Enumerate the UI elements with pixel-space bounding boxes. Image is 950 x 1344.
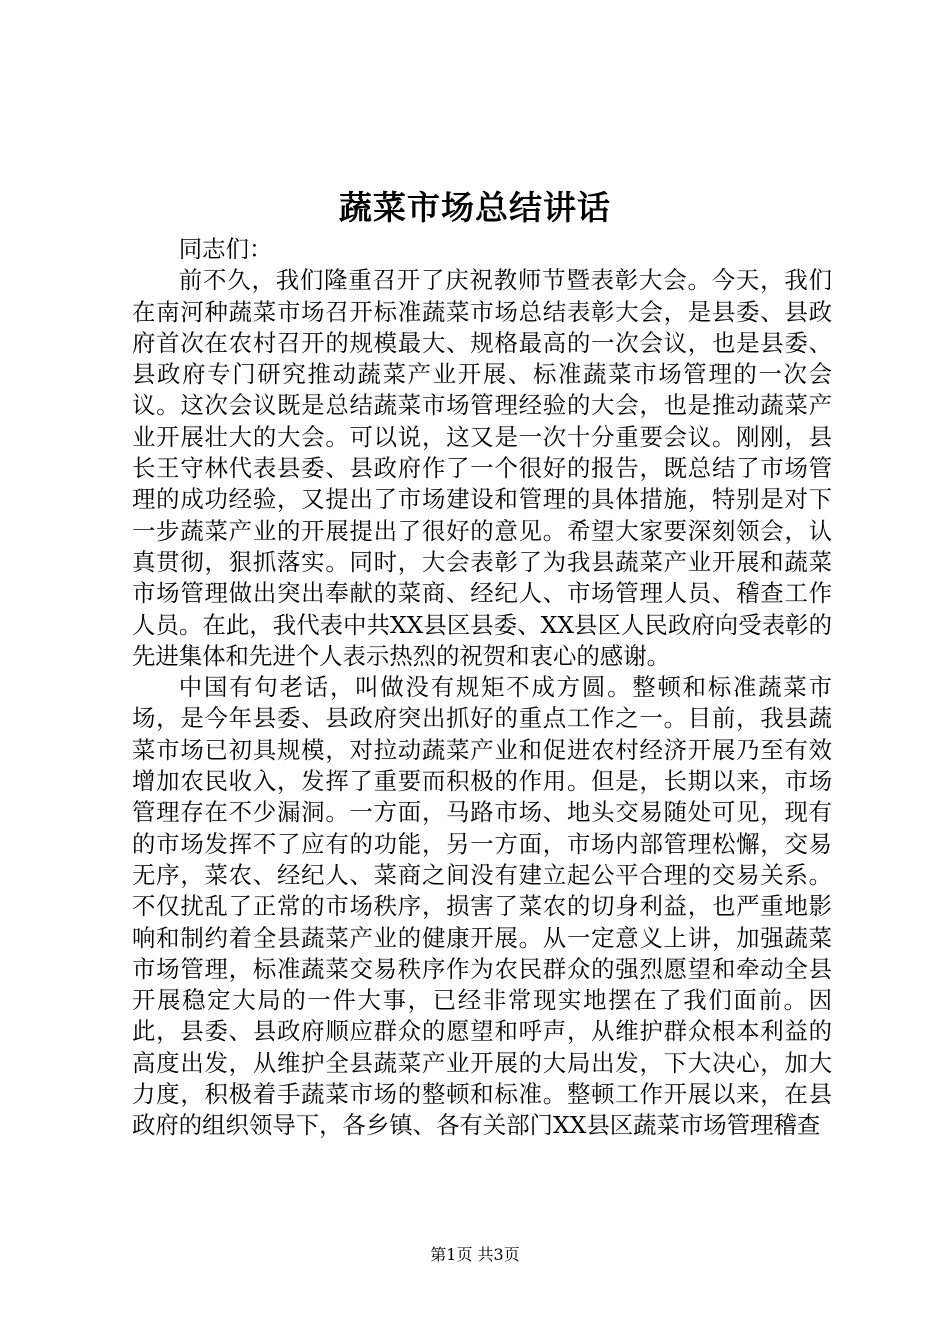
paragraph-1: 前不久，我们隆重召开了庆祝教师节暨表彰大会。今天，我们在南河种蔬菜市场召开标准蔬菜市场总结表彰大会，是县委、县政府首次在农村召开的规模最大、规格最高的一次会议，也是县委、县政府专门研究推动蔬菜产业开展、标准蔬菜市场管理的一次会议。这次会议既是总结蔬菜市场管理经验的大会，也是推动蔬菜产业开展壮大的大会。可以说，这又是一次十分重要会议。刚刚，县长王守林代表县委、县政府作了一个很好的报告，既总结了市场管理的成功经验，又提出了市场建设和管理的具体措施，特别是对下一步蔬菜产业的开展提出了很好的意见。希望大家要深刻领会，认真贯彻，狠抓落实。同时，大会表彰了为我县蔬菜产业开展和蔬菜市场管理做出突出奉献的菜商、经纪人、市场管理人员、稽查工作人员。在此，我代表中共XX县区县委、XX县区人民政府向受表彰的先进集体和先进个人表示热烈的祝贺和衷心的感谢。 bbox=[132, 266, 832, 670]
paragraph-2: 中国有句老话，叫做没有规矩不成方圆。整顿和标准蔬菜市场，是今年县委、县政府突出抓好的重点工作之一。目前，我县蔬菜市场已初具规模，对拉动蔬菜产业和促进农村经济开展乃至有效增加农民收入，发挥了重要而积极的作用。但是，长期以来，市场管理存在不少漏洞。一方面，马路市场、地头交易随处可见，现有的市场发挥不了应有的功能，另一方面，市场内部管理松懈，交易无序，菜农、经纪人、菜商之间没有建立起公平合理的交易关系。不仅扰乱了正常的市场秩序，损害了菜农的切身利益，也严重地影响和制约着全县蔬菜产业的健康开展。从一定意义上讲，加强蔬菜市场管理，标准蔬菜交易秩序作为农民群众的强烈愿望和牵动全县开展稳定大局的一件大事，已经非常现实地摆在了我们面前。因此，县委、县政府顺应群众的愿望和呼声，从维护群众根本利益的高度出发，从维护全县蔬菜产业开展的大局出发，下大决心，加大力度，积极着手蔬菜市场的整顿和标准。整顿工作开展以来，在县政府的组织领导下，各乡镇、各有关部门XX县区蔬菜市场管理稽查 bbox=[132, 673, 832, 1140]
document-body bbox=[132, 234, 832, 1142]
page-number-footer: 第1页 共3页 bbox=[430, 1245, 520, 1264]
document-title: 蔬菜市场总结讲话 bbox=[339, 188, 611, 227]
salutation: 同志们： bbox=[178, 235, 273, 263]
